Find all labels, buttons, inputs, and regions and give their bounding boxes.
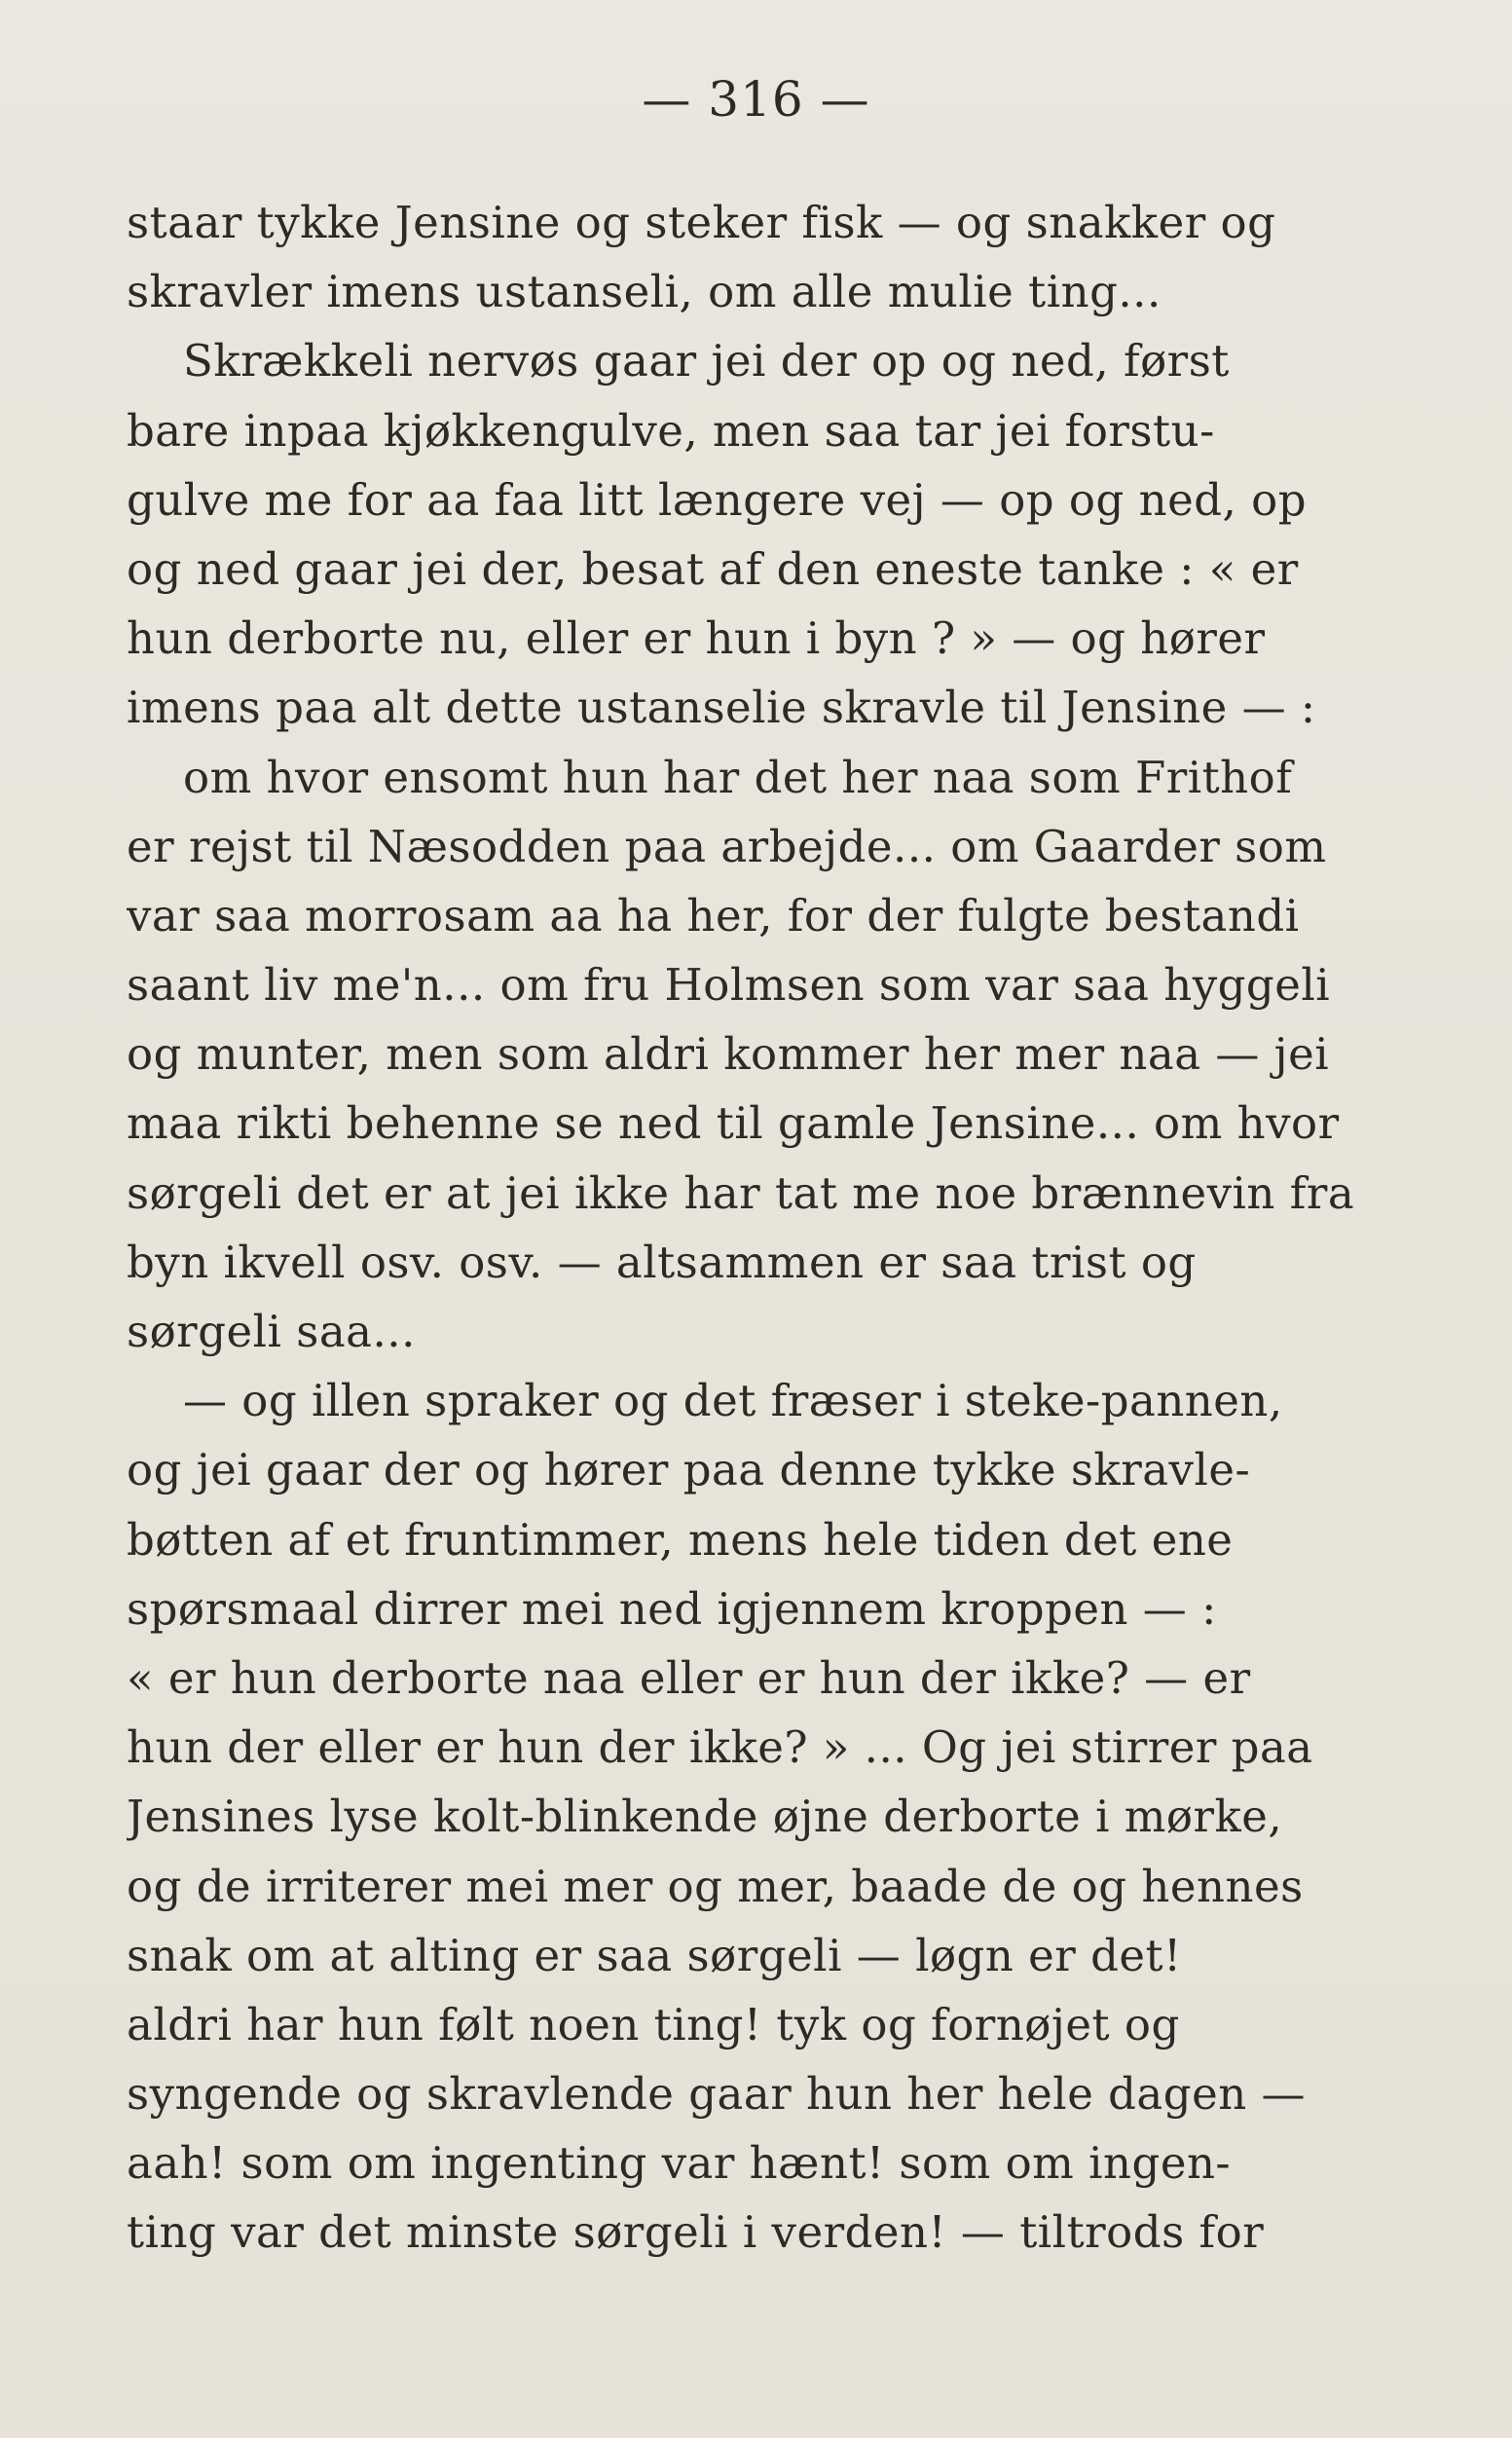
text-line: Skrækkeli nervøs gaar jei der op og ned, først bbox=[183, 335, 1230, 388]
text-line: « er hun derborte naa eller er hun der ikke? — er bbox=[127, 1651, 1251, 1704]
text-line: om hvor ensomt hun har det her naa som Frithof bbox=[183, 751, 1293, 803]
text-line: snak om at alting er saa sørgeli — løgn er det! bbox=[127, 1929, 1182, 1981]
text-line: skravler imens ustanseli, om alle mulie ting... bbox=[127, 266, 1162, 318]
text-line: og de irriterer mei mer og mer, baade de og hennes bbox=[127, 1860, 1304, 1912]
text-line: imens paa alt dette ustanselie skravle til Jensine — : bbox=[127, 682, 1316, 734]
text-line: ting var det minste sørgeli i verden! — tiltrods for bbox=[127, 2206, 1265, 2259]
text-line: og jei gaar der og hører paa denne tykke skravle- bbox=[127, 1444, 1251, 1496]
text-line: Jensines lyse kolt-blinkende øjne derborte i mørke, bbox=[127, 1791, 1283, 1843]
text-line: og munter, men som aldri kommer her mer naa — jei bbox=[127, 1028, 1330, 1081]
text-line: bare inpaa kjøkkengulve, men saa tar jei forstu- bbox=[127, 404, 1215, 457]
text-line: sørgeli saa... bbox=[127, 1306, 416, 1357]
text-line: gulve me for aa faa litt længere vej — op og ned, op bbox=[127, 473, 1308, 526]
text-line: aah! som om ingenting var hænt! som om ingen- bbox=[127, 2137, 1232, 2190]
text-line: og ned gaar jei der, besat af den eneste tanke : « er bbox=[127, 542, 1299, 595]
page-number: — 316 — bbox=[642, 71, 870, 128]
text-line: aldri har hun følt noen ting! tyk og fornøjet og bbox=[127, 1998, 1180, 2050]
text-line: — og illen spraker og det fræser i steke-pannen, bbox=[183, 1375, 1283, 1427]
body-text bbox=[127, 188, 1383, 2268]
text-line: syngende og skravlende gaar hun her hele dagen — bbox=[127, 2068, 1306, 2121]
text-line: saant liv me'n... om fru Holmsen som var saa hyggeli bbox=[127, 959, 1331, 1012]
text-line: er rejst til Næsodden paa arbejde... om Gaarder som bbox=[127, 820, 1327, 872]
text-line: sørgeli det er at jei ikke har tat me noe brænnevin fra bbox=[127, 1166, 1355, 1219]
text-line: var saa morrosam aa ha her, for der fulgte bestandi bbox=[127, 889, 1300, 942]
text-line: maa rikti behenne se ned til gamle Jensine... om hvor bbox=[127, 1097, 1340, 1150]
text-line: hun derborte nu, eller er hun i byn ? » — og hører bbox=[127, 612, 1266, 665]
text-line: staar tykke Jensine og steker fisk — og snakker og bbox=[127, 197, 1276, 248]
text-line: hun der eller er hun der ikke? » ... Og jei stirrer paa bbox=[127, 1721, 1313, 1774]
text-line: bøtten af et fruntimmer, mens hele tiden det ene bbox=[127, 1513, 1234, 1566]
text-line: spørsmaal dirrer mei ned igjennem kroppen — : bbox=[127, 1582, 1217, 1635]
text-line: byn ikvell osv. osv. — altsammen er saa trist og bbox=[127, 1236, 1197, 1288]
